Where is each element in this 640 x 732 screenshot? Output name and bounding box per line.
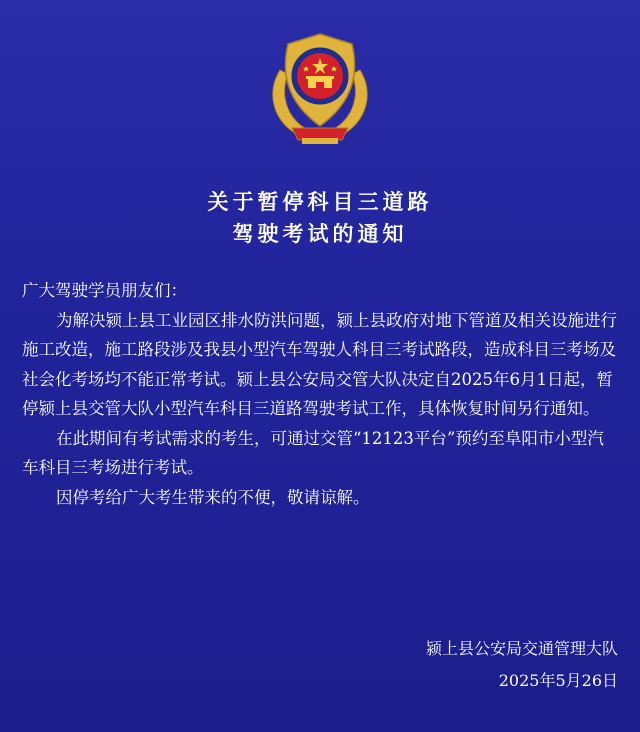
notice-body bbox=[22, 276, 620, 512]
signature-organization: 颍上县公安局交通管理大队 bbox=[425, 639, 618, 658]
paragraph: 因停考给广大考生带来的不便，敬请谅解。 bbox=[56, 487, 370, 507]
notice-title-line-2: 驾驶考试的通知 bbox=[232, 222, 408, 246]
police-emblem-icon bbox=[262, 30, 378, 148]
paragraph: 为解决颍上县工业园区排水防洪问题，颍上县政府对地下管道及相关设施进行施工改造，施工路段涉及我县小型汽车驾驶人科目三考试路段，造成科目三考场及社会化考场均不能正常考试。颍上县公安局交管大队决定自2025年6月1日起，暂停颍上县交管大队小型汽车科目三道路驾驶考试工作，具体恢复时间另行通知。 bbox=[22, 310, 617, 418]
salutation: 广大驾驶学员朋友们： bbox=[22, 281, 187, 300]
notice-title-line-1: 关于暂停科目三道路 bbox=[207, 190, 433, 214]
paragraph: 在此期间有考试需求的考生，可通过交管“12123平台”预约至阜阳市小型汽车科目三考场进行考试。 bbox=[22, 428, 604, 477]
signature-date: 2025年5月26日 bbox=[498, 671, 618, 690]
